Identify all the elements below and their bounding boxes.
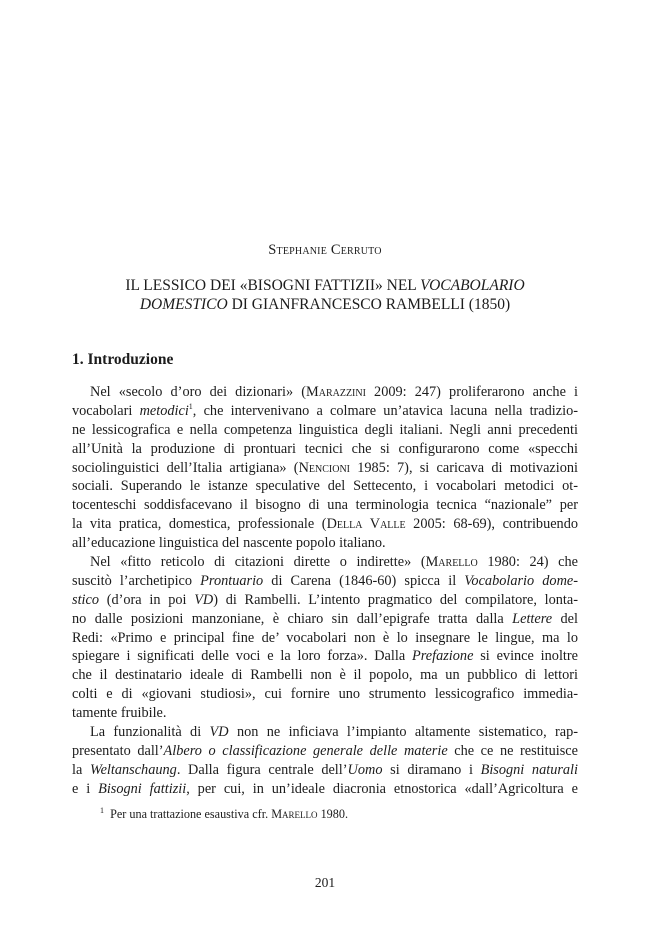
citation-author: Della Valle	[326, 516, 406, 533]
title-line-1	[60, 276, 590, 295]
body-line: Nel «fitto reticolo di citazioni dirette o indirette» (Marello 1980: 24) che	[90, 554, 578, 571]
footnote: $^1$ Per una trattazione esaustiva cfr. Marello 1980.	[100, 805, 348, 821]
section-heading: 1. Introduzione	[72, 351, 174, 368]
body-line: Redi: «Primo e principal fine de’ vocabolari non è lo insegnare le lingue, ma lo	[72, 629, 578, 646]
body-line: Nel «secolo d’oro dei dizionari» (Marazzini 2009: 247) proliferarono anche i	[90, 384, 578, 400]
body-line: tocenteschi soddisfacevano il bisogno di una terminologia tecnica “nazionale” per	[72, 497, 578, 514]
body-line: che il destinatario ideale di Rambelli non è il popolo, ma un pubblico di lettori	[72, 667, 578, 684]
body-line: presentato dall’Albero o classificazione generale delle materie che ce ne restituisce	[72, 742, 579, 759]
body-line: La funzionalità di VD non ne inficiava l’impianto altamente sistematico, rap-	[90, 724, 579, 741]
article-title	[60, 276, 590, 314]
body-line: no dalle posizioni manzoniane, è chiaro sin dall’epigrafe tratta dalla Lettere del	[72, 610, 578, 627]
body-line: ne lessicografica e nella competenza linguistica degli italiani. Negli anni precedenti	[72, 421, 578, 438]
title-italic: DOMESTICO	[139, 296, 228, 313]
citation-author: Marello	[271, 807, 318, 821]
body-line: suscitò l’archetipico Prontuario di Carena (1846-60) spicca il Vocabolario dome-	[72, 572, 579, 589]
citation-author: Nencioni	[298, 459, 350, 476]
footnote-number: 1	[100, 805, 104, 815]
title-text: DI GIANFRANCESCO RAMBELLI (1850)	[227, 296, 511, 313]
body-line: all’educazione linguistica del nascente popolo italiano.	[72, 535, 386, 552]
body-line: colti e di «giovani studiosi», cui fornire uno strumento lessicografico immedia-	[72, 686, 578, 703]
title-text: IL LESSICO DEI «BISOGNI FATTIZII» NEL	[125, 277, 421, 294]
footnote-ref[interactable]: 1	[188, 402, 193, 412]
body-line: e i Bisogni fattizii, per cui, in un’ideale diacronia etnostorica «dall’Agricoltura e	[72, 780, 578, 797]
body-line: vocabolari metodici$^1$, che intervenivano a colmare un’atavica lacuna nella tradizio-	[72, 402, 578, 419]
body-line: spiegare i significati delle voci e la loro forza». Dalla Prefazione si evince inoltre	[72, 648, 579, 665]
body-text	[72, 383, 578, 799]
title-line-2	[60, 295, 590, 314]
page-number: 201	[314, 875, 336, 890]
citation-author: Marazzini	[306, 384, 366, 400]
author-name: Stephanie Cerruto	[268, 242, 382, 258]
title-italic: VOCABOLARIO	[420, 277, 525, 294]
body-line: la Weltanschaung. Dalla figura centrale dell’Uomo si diramano i Bisogni naturali	[72, 761, 579, 778]
body-line: stico (d’ora in poi VD) di Rambelli. L’intento pragmatico del compilatore, lonta-	[72, 591, 578, 608]
body-line: sociolinguistici dell’Italia artigiana» (Nencioni 1985: 7), si caricava di motivazioni	[72, 459, 579, 476]
body-line: tamente fruibile.	[72, 705, 167, 722]
body-line: all’Unità la produzione di prontuari tecnici che si configurarono come «specchi	[72, 440, 578, 457]
body-line: sociali. Superando le istanze speculative del Settecento, i vocabolari metodici ot-	[72, 478, 578, 495]
body-line: la vita pratica, domestica, professionale (Della Valle 2005: 68-69), contribuendo	[72, 516, 579, 533]
citation-author: Marello	[425, 554, 478, 571]
